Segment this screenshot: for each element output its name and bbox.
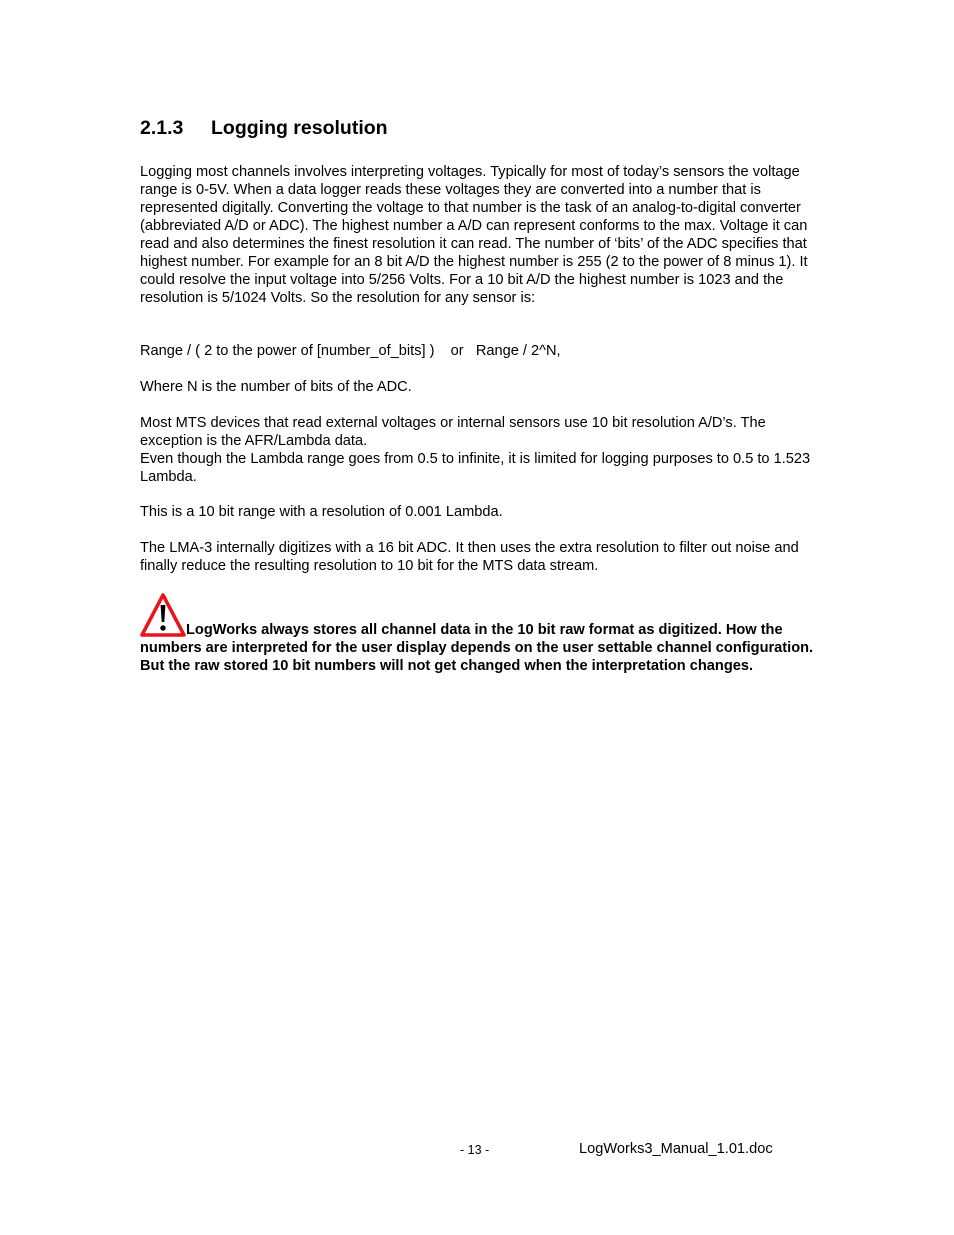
paragraph-adc-intro <box>140 163 820 307</box>
paragraph-formula <box>140 342 820 360</box>
paragraph-text: Even though the Lambda range goes from 0.5 to infinite, it is limited for logging purposes to 0.5 to 1.523 Lambda. <box>140 451 811 485</box>
paragraph-lma3 <box>140 539 820 575</box>
warning-triangle-icon <box>140 592 186 638</box>
warning-note <box>140 590 820 675</box>
section-heading <box>140 117 388 140</box>
page-number: - 13 - <box>460 1143 490 1157</box>
paragraph-text: Where N is the number of bits of the ADC. <box>140 379 412 395</box>
paragraph-lambda-resolution <box>140 503 820 521</box>
section-number: 2.1.3 <box>140 117 184 139</box>
warning-text: LogWorks always stores all channel data in the 10 bit raw format as digitized. How the numbers are interpreted for the user display depends on the user settable channel configuration. But the raw stored 10 bit numbers will not get changed when the interpretation changes. <box>140 622 814 674</box>
document-filename: LogWorks3_Manual_1.01.doc <box>579 1141 773 1157</box>
paragraph-mts-devices <box>140 414 820 486</box>
paragraph-text: This is a 10 bit range with a resolution of 0.001 Lambda. <box>140 504 503 520</box>
paragraph-text: Most MTS devices that read external voltages or internal sensors use 10 bit resolution A/D’s. The exception is the AFR/Lambda data. <box>140 415 766 449</box>
formula-text: Range / ( 2 to the power of [number_of_bits] ) or Range / 2^N, <box>140 343 561 359</box>
paragraph-text: Logging most channels involves interpreting voltages. Typically for most of today’s sensors the voltage range is 0-5V. When a data logger reads these voltages they are converted into a number that is represented digitally. Converting the voltage to that number is the task of an analog-to-digital converter (abbreviated A/D or ADC). The highest number a A/D can represent conforms to the max. Voltage it can read and also determines the finest resolution it can read. The number of ‘bits’ of the ADC specifies that highest number. For example for an 8 bit A/D the highest number is 255 (2 to the power of 8 minus 1). It could resolve the input voltage into 5/256 Volts. For a 10 bit A/D the highest number is 1023 and the resolution is 5/1024 Volts. So the resolution for any sensor is: <box>140 164 808 306</box>
section-title: Logging resolution <box>211 117 388 139</box>
paragraph-text: The LMA-3 internally digitizes with a 16 bit ADC. It then uses the extra resolution to filter out noise and finally reduce the resulting resolution to 10 bit for the MTS data stream. <box>140 540 799 574</box>
paragraph-where-n <box>140 378 820 396</box>
